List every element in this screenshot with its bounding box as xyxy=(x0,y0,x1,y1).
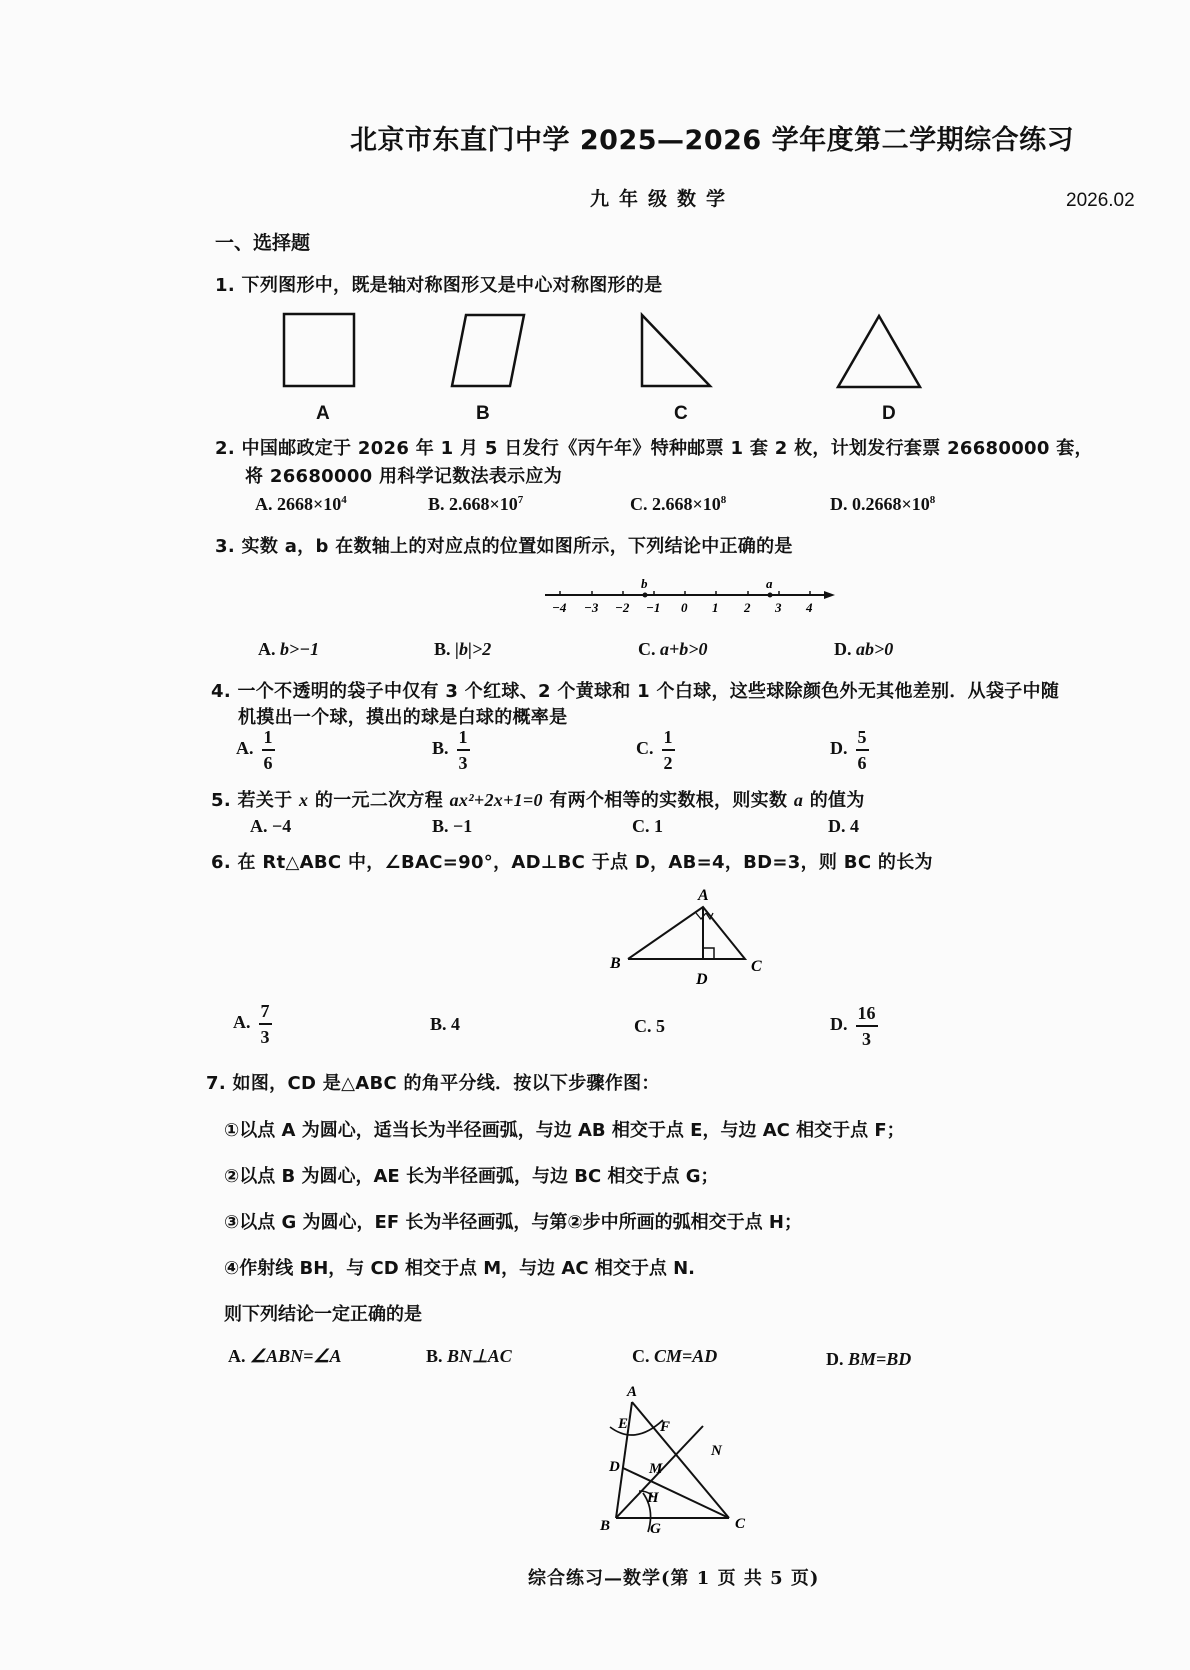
svg-text:F: F xyxy=(660,1419,671,1435)
q5-option-b: B. −1 xyxy=(432,816,473,836)
section-heading: 一、选择题 xyxy=(215,232,311,254)
point-b xyxy=(643,593,648,598)
svg-text:C: C xyxy=(735,1516,746,1532)
figure-label-b: B xyxy=(476,403,490,424)
svg-text:−3: −3 xyxy=(584,600,599,615)
q7-option-c: C. CM=AD xyxy=(632,1346,718,1366)
q7-option-b: B. BN⊥AC xyxy=(426,1346,512,1366)
question-6-figure xyxy=(600,880,780,990)
question-6: 6. 在 Rt△ABC 中，∠BAC=90°，AD⊥BC 于点 D，AB=4，BD=3，则 BC 的长为 xyxy=(211,852,933,873)
q7-prompt: 则下列结论一定正确的是 xyxy=(224,1304,422,1325)
q2-option-b: B. $2.668\times 10^7$ xyxy=(428,494,524,514)
svg-text:H: H xyxy=(647,1490,659,1506)
svg-text:D: D xyxy=(609,1459,620,1475)
q7-step-1: ①以点 A 为圆心，适当长为半径画弧，与边 AB 相交于点 E，与边 AC 相交于点 F； xyxy=(224,1120,905,1141)
question-2-line2: 将 26680000 用科学记数法表示应为 xyxy=(245,466,563,487)
q3-option-d: D. ab>0 xyxy=(834,639,894,659)
svg-text:1: 1 xyxy=(712,600,719,615)
q3-option-b: B. |b|>2 xyxy=(434,639,492,659)
q4-option-d: D. $\frac{5}{6}$ xyxy=(830,727,867,773)
q6-option-c: C. 5 xyxy=(634,1016,665,1036)
figure-label-a: A xyxy=(316,403,330,424)
svg-text:B: B xyxy=(600,1518,611,1534)
right-triangle-shape xyxy=(642,315,710,386)
q2-option-c: C. $2.668\times 10^8$ xyxy=(630,494,727,514)
q5-option-c: C. 1 xyxy=(632,816,663,836)
q3-option-a: A. b>−1 xyxy=(258,639,320,659)
svg-text:b: b xyxy=(641,576,648,591)
q4-option-c: C. $\frac{1}{2}$ xyxy=(636,727,673,773)
number-line xyxy=(540,575,840,615)
svg-text:3: 3 xyxy=(775,600,782,615)
point-a xyxy=(768,593,773,598)
exam-date: 2026.02 xyxy=(1066,190,1135,211)
question-1: 1. 下列图形中，既是轴对称图形又是中心对称图形的是 xyxy=(215,275,663,296)
question-1-figures xyxy=(270,310,930,395)
question-7: 7. 如图，CD 是△ABC 的角平分线．按以下步骤作图： xyxy=(206,1073,660,1094)
svg-text:4: 4 xyxy=(806,600,813,615)
question-5: 5. 若关于 x 的一元二次方程 ax²+2x+1=0 有两个相等的实数根，则实数 a 的值为 xyxy=(211,790,865,811)
q7-step-2: ②以点 B 为圆心，AE 长为半径画弧，与边 BC 相交于点 G； xyxy=(224,1166,719,1187)
question-7-figure xyxy=(585,1380,755,1540)
q7-step-4: ④作射线 BH，与 CD 相交于点 M，与边 AC 相交于点 N. xyxy=(224,1258,695,1279)
q7-option-d: D. BM=BD xyxy=(826,1349,912,1369)
svg-text:2: 2 xyxy=(744,600,751,615)
svg-text:a: a xyxy=(766,576,773,591)
q3-option-c: C. a+b>0 xyxy=(638,639,708,659)
svg-text:0: 0 xyxy=(681,600,688,615)
q5-option-d: D. 4 xyxy=(828,816,859,836)
q4-option-b: B. $\frac{1}{3}$ xyxy=(432,727,468,773)
q6-option-b: B. 4 xyxy=(430,1014,461,1034)
q2-option-d: D. $0.2668\times 10^8$ xyxy=(830,494,936,514)
q2-option-a: A. $2668\times 10^4$ xyxy=(255,494,347,514)
svg-text:G: G xyxy=(650,1521,661,1537)
svg-text:A: A xyxy=(698,887,709,904)
question-4-line2: 机摸出一个球，摸出的球是白球的概率是 xyxy=(238,707,568,728)
svg-text:C: C xyxy=(751,958,762,975)
svg-text:M: M xyxy=(649,1461,663,1477)
page-footer: 综合练习—数学(第 1 页 共 5 页) xyxy=(528,1568,820,1589)
figure-label-d: D xyxy=(882,403,896,424)
q4-option-a: A. $\frac{1}{6}$ xyxy=(236,727,273,773)
square-shape xyxy=(284,314,354,386)
q6-option-a: A. $\frac{7}{3}$ xyxy=(233,1001,270,1047)
svg-text:N: N xyxy=(711,1443,722,1459)
exam-subtitle: 九年级数学 xyxy=(590,188,736,210)
isosceles-triangle-shape xyxy=(838,316,920,387)
exam-title: 北京市东直门中学 2025—2026 学年度第二学期综合练习 xyxy=(350,125,1075,156)
svg-text:A: A xyxy=(627,1384,638,1400)
q6-option-d: D. $\frac{16}{3}$ xyxy=(830,1003,876,1049)
q5-option-a: A. −4 xyxy=(250,816,292,836)
q7-option-a: A. ∠ABN=∠A xyxy=(228,1346,342,1366)
svg-text:D: D xyxy=(696,971,708,988)
figure-label-c: C xyxy=(674,403,688,424)
svg-text:B: B xyxy=(610,955,621,972)
question-3: 3. 实数 a，b 在数轴上的对应点的位置如图所示，下列结论中正确的是 xyxy=(215,536,793,557)
svg-text:−1: −1 xyxy=(646,600,661,615)
svg-text:E: E xyxy=(618,1416,629,1432)
svg-text:−4: −4 xyxy=(552,600,567,615)
parallelogram-shape xyxy=(452,315,524,386)
svg-text:−2: −2 xyxy=(615,600,630,615)
question-2: 2. 中国邮政定于 2026 年 1 月 5 日发行《丙午年》特种邮票 1 套 2 枚，计划发行套票 26680000 套， xyxy=(215,438,1093,459)
question-4: 4. 一个不透明的袋子中仅有 3 个红球、2 个黄球和 1 个白球，这些球除颜色外无其他差别．从袋子中随 xyxy=(211,681,1060,702)
q7-step-3: ③以点 G 为圆心，EF 长为半径画弧，与第②步中所画的弧相交于点 H； xyxy=(224,1212,802,1233)
